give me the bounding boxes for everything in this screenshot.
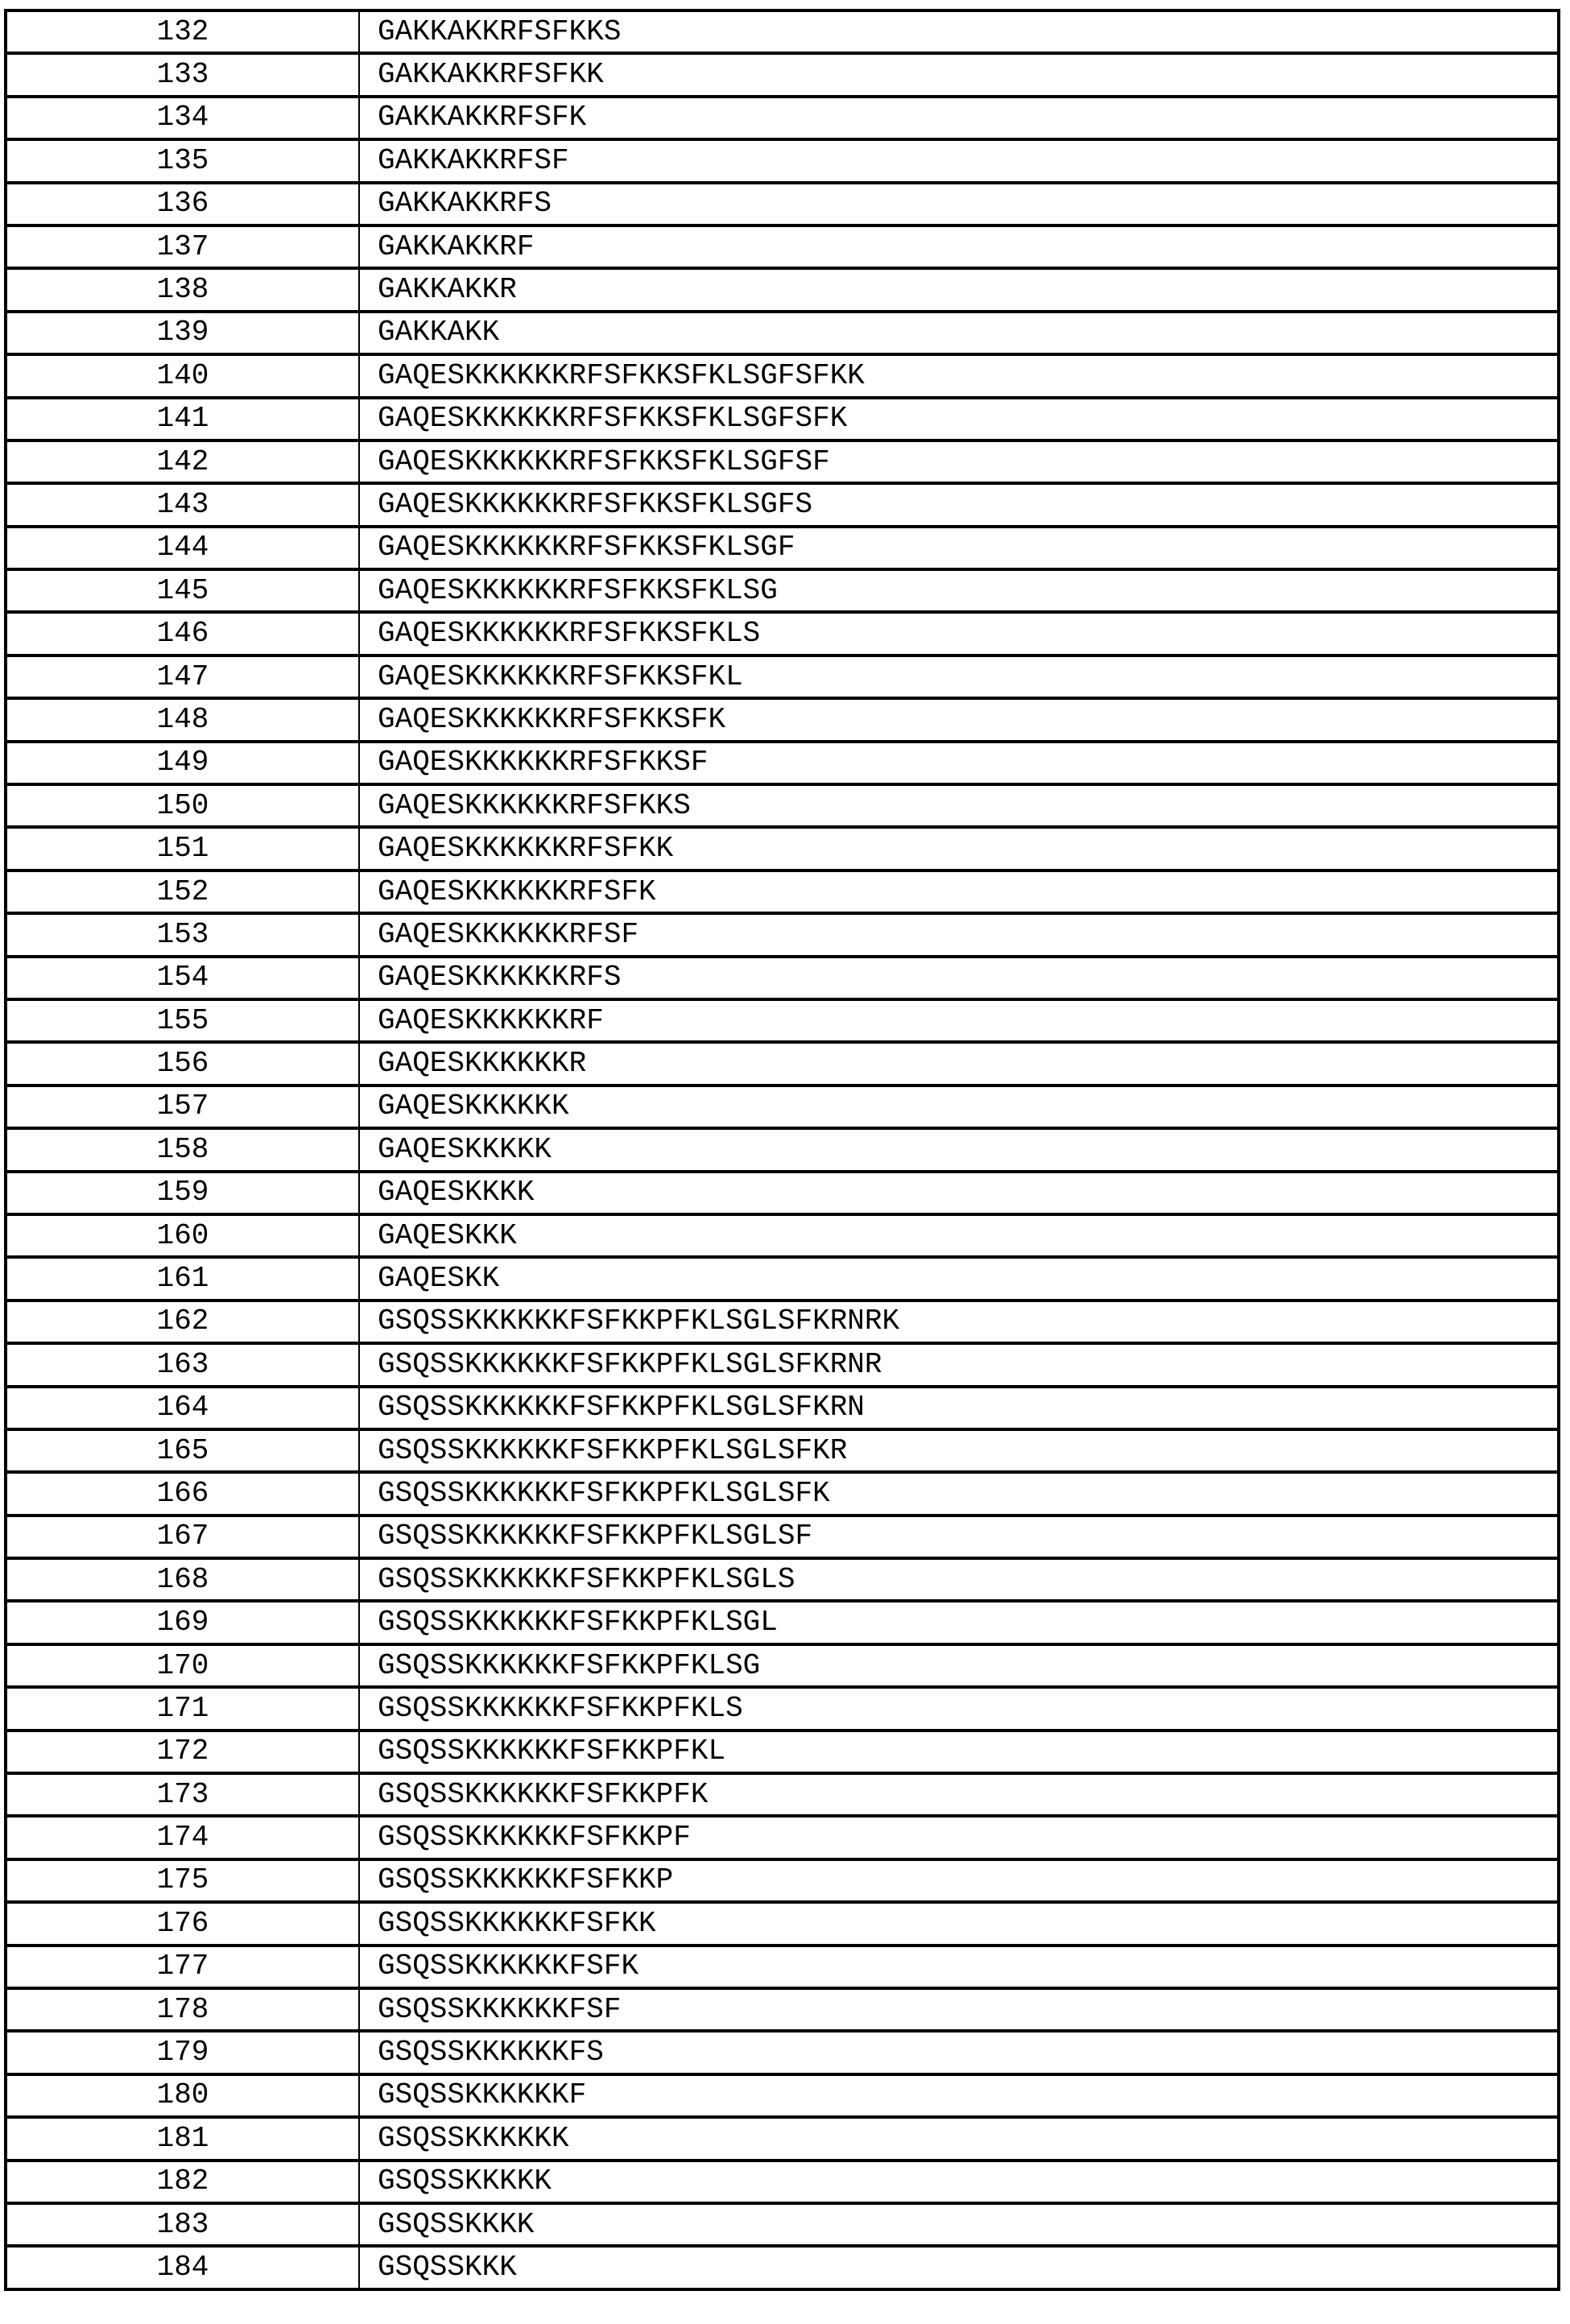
seq-id-cell: 157 [6,1085,359,1128]
seq-id-cell: 184 [6,2246,359,2289]
sequence-cell: GSQSSKKKKKKFSFKKPFKLSGLS [359,1558,1559,1601]
table-row [6,139,1559,182]
seq-id-cell: 174 [6,1816,359,1859]
sequence-cell: GAQESKKKKKKRFSFKKSFKLSGFSFKK [359,354,1559,397]
table-row [6,1472,1559,1515]
table-row [6,1516,1559,1558]
table-row [6,2031,1559,2074]
table-row [6,1172,1559,1214]
sequence-cell: GSQSSKKKKKKFSFKKPFK [359,1773,1559,1816]
seq-id-cell: 164 [6,1387,359,1429]
seq-id-cell: 182 [6,2161,359,2203]
seq-id-cell: 183 [6,2203,359,2246]
sequence-cell: GAQESKKKKKKRFSFKKSFKLSGFSFK [359,398,1559,440]
seq-id-cell: 135 [6,139,359,182]
table-row [6,784,1559,827]
seq-id-cell: 154 [6,957,359,999]
seq-id-cell: 169 [6,1601,359,1644]
sequence-cell: GAQESKKK [359,1214,1559,1257]
table-row [6,1644,1559,1687]
seq-id-cell: 167 [6,1516,359,1558]
seq-id-cell: 178 [6,1988,359,2031]
seq-id-cell: 177 [6,1946,359,1988]
sequence-cell: GSQSSKKK [359,2246,1559,2289]
seq-id-cell: 136 [6,183,359,225]
sequence-cell: GSQSSKKKKKKFSFKKPFKLSGLSFK [359,1472,1559,1515]
table-row [6,2203,1559,2246]
sequence-cell: GSQSSKKKKKKFSFKKPFKL [359,1731,1559,1773]
table-row [6,97,1559,139]
sequence-cell: GAKKAKKRFSFKK [359,53,1559,96]
sequence-cell: GSQSSKKKKKKFSFKKPFKLSGLSFKRNR [359,1343,1559,1386]
table-row [6,1387,1559,1429]
table-row [6,1816,1559,1859]
sequence-cell: GSQSSKKKKKKFSFKKPFKLSGLSFKR [359,1429,1559,1472]
seq-id-cell: 181 [6,2117,359,2160]
sequence-cell: GAQESKKKKKKRFSF [359,913,1559,956]
seq-id-cell: 147 [6,655,359,698]
table-row [6,1128,1559,1171]
seq-id-cell: 134 [6,97,359,139]
sequence-cell: GAKKAKK [359,312,1559,354]
table-row [6,483,1559,526]
sequence-cell: GSQSSKKKKKKFSFKKPFKLSGLSFKRNRK [359,1301,1559,1343]
seq-id-cell: 163 [6,1343,359,1386]
table-row [6,1988,1559,2031]
seq-id-cell: 140 [6,354,359,397]
table-row [6,354,1559,397]
seq-id-cell: 155 [6,999,359,1042]
table-row [6,1257,1559,1300]
sequence-cell: GSQSSKKKKKKF [359,2074,1559,2117]
table-row [6,1731,1559,1773]
sequence-cell: GSQSSKKKKKKFSFK [359,1946,1559,1988]
sequence-cell: GAQESKKKKKK [359,1085,1559,1128]
table-row [6,1429,1559,1472]
sequence-cell: GAQESKKKK [359,1172,1559,1214]
seq-id-cell: 141 [6,398,359,440]
sequence-cell: GAQESKKKKKKRFS [359,957,1559,999]
seq-id-cell: 176 [6,1902,359,1945]
sequence-cell: GSQSSKKKKKKFSFKKP [359,1859,1559,1902]
seq-id-cell: 158 [6,1128,359,1171]
table-row [6,742,1559,784]
sequence-cell: GSQSSKKKKKKFSFKKPFKLSGLSF [359,1516,1559,1558]
seq-id-cell: 175 [6,1859,359,1902]
sequence-cell: GAQESKKKKKKRFSFKKSFKLS [359,612,1559,655]
table-row [6,569,1559,612]
sequence-cell: GAKKAKKRFSFK [359,97,1559,139]
seq-id-cell: 159 [6,1172,359,1214]
seq-id-cell: 180 [6,2074,359,2117]
sequence-cell: GAKKAKKR [359,268,1559,311]
table-row [6,1085,1559,1128]
seq-id-cell: 145 [6,569,359,612]
sequence-cell: GSQSSKKKKKKFSFKKPF [359,1816,1559,1859]
table-row [6,183,1559,225]
table-row [6,2161,1559,2203]
sequence-cell: GSQSSKKKKKKFSFKK [359,1902,1559,1945]
sequence-cell: GSQSSKKKKKKFSF [359,1988,1559,2031]
sequence-cell: GAQESKKKKKKRFSFKKSF [359,742,1559,784]
table-row [6,913,1559,956]
sequence-cell: GAKKAKKRFSF [359,139,1559,182]
table-row [6,2246,1559,2289]
sequence-cell: GSQSSKKKKKKFSFKKPFKLSGL [359,1601,1559,1644]
sequence-cell: GAQESKKKKKKRFSFKKSFK [359,698,1559,741]
seq-id-cell: 172 [6,1731,359,1773]
seq-id-cell: 170 [6,1644,359,1687]
sequence-cell: GSQSSKKKKKK [359,2117,1559,2160]
table-row [6,527,1559,569]
table-row [6,1859,1559,1902]
seq-id-cell: 143 [6,483,359,526]
table-row [6,999,1559,1042]
seq-id-cell: 168 [6,1558,359,1601]
table-row [6,1773,1559,1816]
sequence-cell: GAQESKKKKK [359,1128,1559,1171]
table-row [6,1902,1559,1945]
table-row [6,53,1559,96]
seq-id-cell: 149 [6,742,359,784]
table-row [6,1042,1559,1085]
seq-id-cell: 132 [6,10,359,53]
seq-id-cell: 173 [6,1773,359,1816]
table-row [6,440,1559,483]
table-row [6,698,1559,741]
seq-id-cell: 138 [6,268,359,311]
table-row [6,2074,1559,2117]
sequence-cell: GSQSSKKKKKKFSFKKPFKLSGLSFKRN [359,1387,1559,1429]
sequence-table [4,9,1560,2291]
seq-id-cell: 156 [6,1042,359,1085]
seq-id-cell: 151 [6,827,359,870]
seq-id-cell: 165 [6,1429,359,1472]
sequence-cell: GAQESKKKKKKRFSFKKSFKLSGF [359,527,1559,569]
table-row [6,655,1559,698]
seq-id-cell: 162 [6,1301,359,1343]
seq-id-cell: 139 [6,312,359,354]
table-row [6,1343,1559,1386]
sequence-cell: GAQESKKKKKKRFSFK [359,870,1559,913]
seq-id-cell: 153 [6,913,359,956]
table-row [6,398,1559,440]
seq-id-cell: 142 [6,440,359,483]
sequence-cell: GSQSSKKKKKKFSFKKPFKLS [359,1687,1559,1730]
sequence-table-body [6,10,1559,2289]
table-row [6,957,1559,999]
seq-id-cell: 152 [6,870,359,913]
seq-id-cell: 166 [6,1472,359,1515]
table-row [6,1946,1559,1988]
sequence-cell: GAQESKK [359,1257,1559,1300]
table-row [6,312,1559,354]
sequence-cell: GAQESKKKKKKR [359,1042,1559,1085]
table-row [6,10,1559,53]
sequence-cell: GSQSSKKKKK [359,2161,1559,2203]
sequence-cell: GAQESKKKKKKRFSFKKSFKLSG [359,569,1559,612]
sequence-cell: GAQESKKKKKKRFSFKKSFKLSGFSF [359,440,1559,483]
seq-id-cell: 150 [6,784,359,827]
seq-id-cell: 137 [6,225,359,268]
table-row [6,1601,1559,1644]
table-row [6,1214,1559,1257]
sequence-cell: GAQESKKKKKKRFSFKK [359,827,1559,870]
seq-id-cell: 148 [6,698,359,741]
table-row [6,268,1559,311]
seq-id-cell: 161 [6,1257,359,1300]
seq-id-cell: 160 [6,1214,359,1257]
table-row [6,225,1559,268]
sequence-cell: GAKKAKKRF [359,225,1559,268]
sequence-cell: GAQESKKKKKKRFSFKKS [359,784,1559,827]
sequence-cell: GAKKAKKRFS [359,183,1559,225]
sequence-cell: GSQSSKKKKKKFSFKKPFKLSG [359,1644,1559,1687]
sequence-cell: GAKKAKKRFSFKKS [359,10,1559,53]
table-row [6,612,1559,655]
table-row [6,1558,1559,1601]
seq-id-cell: 133 [6,53,359,96]
seq-id-cell: 146 [6,612,359,655]
table-row [6,827,1559,870]
sequence-cell: GAQESKKKKKKRFSFKKSFKL [359,655,1559,698]
table-row [6,1687,1559,1730]
sequence-cell: GAQESKKKKKKRFSFKKSFKLSGFS [359,483,1559,526]
sequence-cell: GSQSSKKKKKKFS [359,2031,1559,2074]
sequence-cell: GAQESKKKKKKRF [359,999,1559,1042]
seq-id-cell: 171 [6,1687,359,1730]
table-row [6,1301,1559,1343]
table-row [6,870,1559,913]
seq-id-cell: 144 [6,527,359,569]
sequence-cell: GSQSSKKKK [359,2203,1559,2246]
table-row [6,2117,1559,2160]
seq-id-cell: 179 [6,2031,359,2074]
